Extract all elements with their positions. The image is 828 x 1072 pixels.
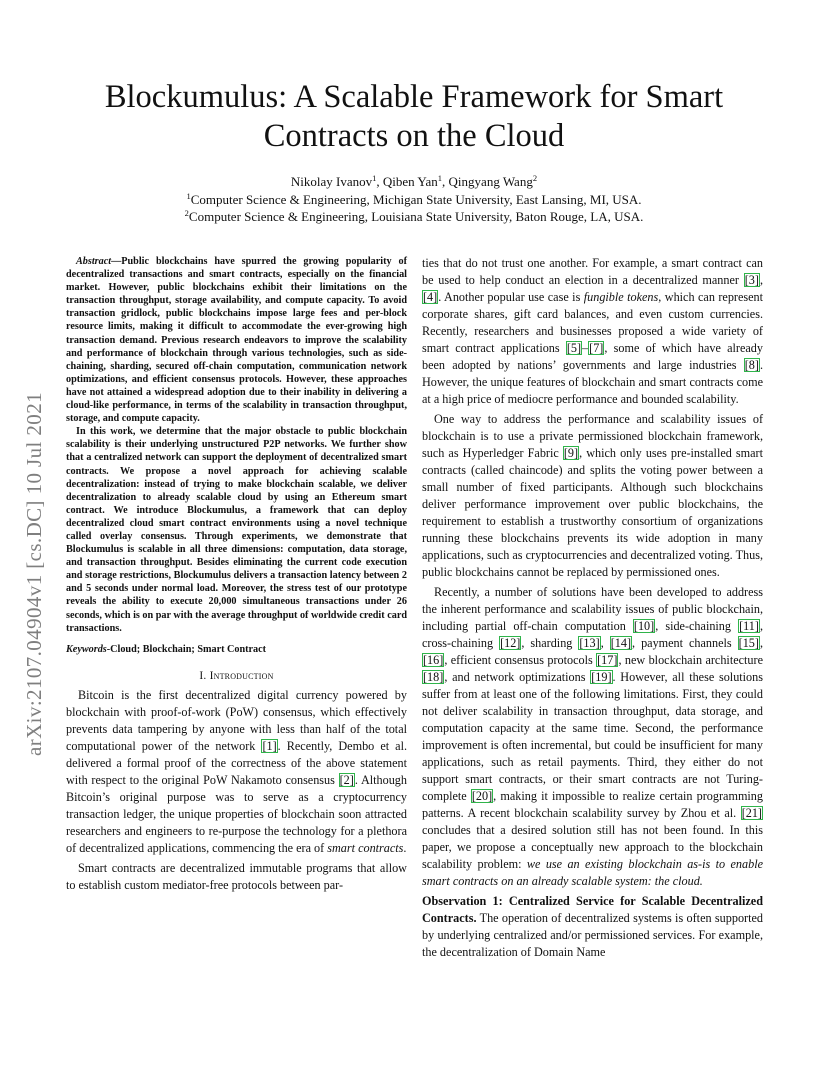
- keywords: [66, 643, 407, 656]
- body-paragraph: [422, 411, 763, 581]
- affiliation-text: Computer Science & Engineering, Louisiana State University, Baton Rouge, LA, USA.: [188, 209, 644, 225]
- abstract: [66, 255, 407, 635]
- citation-link[interactable]: [3]: [744, 273, 759, 287]
- section-number: I.: [199, 669, 207, 682]
- text-run: , which can represent corporate shares, gift card balances, and even custom currencies. Recently, researchers and businesses proposed a wide variety of smart contract applications: [422, 290, 764, 355]
- observation-heading: Observation 1: Centralized Service for Scalable Decentralized Contracts.: [422, 894, 763, 925]
- text-run: . Another popular use case is: [438, 290, 584, 304]
- citation-link[interactable]: [9]: [563, 446, 579, 460]
- text-run: ties that do not trust one another. For example, a smart contract can be used to help conduct an election in a decentralized manner: [422, 256, 763, 287]
- affiliation-mark: 2: [532, 173, 538, 183]
- citation-link[interactable]: [7]: [589, 341, 604, 355]
- text-run: , which only uses pre-installed smart contracts (called chaincode) and splits the voting power between a small number of fixed participants. Although such blockchains deliver performance improvement over public blockchains, the requirement to establish a trustworthy consortium of organizations running these blockchains prevents its wide adoption in many applications, such as cryptocurrencies and decentralized voting. Thus, public blockchains cannot be replaced by permissioned ones.: [422, 446, 763, 579]
- text-run: , making it impossible to realize certain programming patterns. A recent blockchain scalability survey by Zhou et al.: [422, 789, 763, 820]
- author-name: Qingyang Wang: [448, 174, 533, 189]
- text-run: –: [582, 341, 589, 355]
- text-run: . However, the unique features of blockchain and smart contracts come at a high price of mediocre performance and bounded scalability.: [422, 358, 763, 406]
- author-block: [70, 173, 758, 226]
- affiliation-mark: 2: [184, 208, 189, 219]
- right-column: [422, 255, 763, 961]
- text-run: , side-chaining: [655, 619, 739, 633]
- citation-link[interactable]: [11]: [739, 619, 759, 633]
- citation-link[interactable]: [1]: [262, 738, 277, 753]
- body-paragraph: [422, 255, 763, 408]
- body-paragraph: [66, 860, 407, 894]
- text-run: .: [403, 840, 407, 855]
- abstract-text: Public blockchains have spurred the growing popularity of decentralized transactions and smart contracts, especially on the financial market. However, public blockchains exhibit their limitations on the transaction throughput, storage availability, and compute capacity. To avoid transaction gridlock, public blockchains impose large fees and per-block resource limits, making it difficult to accommodate the ever-growing high transaction demand. Previous research endeavors to improve the scalability and performance of blockchain through various technologies, such as side-chaining, sharding, secured off-chain computation, communication network optimizations, and efficient consensus protocols. However, these approaches have not attained a widespread adoption due to their inability in delivering a cloud-like performance, in terms of the scalability in transaction throughput, storage, and compute capacity.: [66, 256, 407, 425]
- emphasis-text: fungible tokens: [583, 290, 659, 304]
- text-run: concludes that a desired solution still has not been found. In this paper, we propose a conceptually new approach to the blockchain scalability problem:: [422, 823, 763, 871]
- body-text-left: [66, 687, 407, 894]
- arxiv-identifier: arXiv:2107.04904v1 [cs.DC] 10 Jul 2021: [22, 391, 46, 756]
- left-column: [66, 255, 407, 894]
- text-run: , payment channels: [632, 636, 738, 650]
- citation-link[interactable]: [17]: [597, 653, 618, 667]
- text-run: , cross-chaining: [422, 619, 763, 650]
- text-run: One way to address the performance and scalability issues of blockchain is to use a private permissioned blockchain framework, such as Hyperledger Fabric: [422, 412, 763, 460]
- keywords-text: -Cloud; Blockchain; Smart Contract: [106, 643, 267, 655]
- citation-link[interactable]: [20]: [471, 789, 493, 803]
- citation-link[interactable]: [10]: [633, 619, 655, 633]
- text-run: , some of which have already been adopted by nations’ governments and large industries: [422, 341, 763, 372]
- body-paragraph: [66, 687, 407, 857]
- affiliation-mark: 1: [437, 173, 443, 183]
- abstract-paragraph: [66, 255, 407, 425]
- text-run: Recently, a number of solutions have been developed to address the inherent performance and scalability issues of public blockchain, including partial off-chain computation: [422, 585, 763, 633]
- section-title: Introduction: [209, 669, 274, 682]
- text-run: The operation of decentralized systems is often supported by underlying centralized and/or permissioned services. For example, the decentralization of Domain Name: [422, 911, 763, 959]
- abstract-label: Abstract: [76, 256, 112, 267]
- emphasis-text: smart contracts: [327, 840, 404, 855]
- text-run: ,: [600, 636, 610, 650]
- text-run: Smart contracts are decentralized immutable programs that allow to establish custom mediator-free protocols between par-: [66, 860, 407, 892]
- text-run: , and network optimizations: [444, 670, 591, 684]
- citation-link[interactable]: [8]: [744, 358, 759, 372]
- text-run: , new blockchain architecture: [618, 653, 763, 667]
- citation-link[interactable]: [15]: [738, 636, 759, 650]
- author-name: Qiben Yan: [382, 174, 438, 189]
- text-run: . However, all these solutions suffer from at least one of the following limitations. First, they could not deliver scalability in transaction throughput, data storage, and computation capacity at the same time. Second, the performance improvement is often incremental, but could be insufficient for many applications, such as retail payments. Third, they either do not support smart contracts, or their smart contracts are not Turing-complete: [422, 670, 763, 803]
- citation-link[interactable]: [21]: [741, 806, 762, 820]
- affiliation-mark: 1: [372, 173, 377, 183]
- author-names: Nikolay Ivanov$^1$, Qiben Yan$^1$, Qingyang Wang$^2$: [290, 173, 538, 189]
- body-paragraph: [422, 584, 763, 890]
- text-run: , efficient consensus protocols: [444, 653, 597, 667]
- citation-link[interactable]: [19]: [591, 670, 612, 684]
- text-run: . Although Bitcoin’s original purpose was to serve as a cryptocurrency transaction ledger, the unique properties of blockchain soon attracted researchers and engineers to re-purpose the technology for a plethora of decentralized applications, commencing the era of: [66, 772, 407, 855]
- body-text-right: [422, 255, 763, 961]
- citation-link[interactable]: [13]: [579, 636, 600, 650]
- affiliation-text: Computer Science & Engineering, Michigan State University, East Lansing, MI, USA.: [190, 191, 642, 207]
- text-run: ,: [759, 636, 763, 650]
- affiliation-mark: 1: [186, 190, 191, 201]
- author-name: Nikolay Ivanov: [290, 174, 373, 189]
- citation-link[interactable]: [2]: [339, 772, 354, 787]
- citation-link[interactable]: [18]: [423, 670, 444, 684]
- keywords-label: Keywords: [66, 643, 107, 655]
- citation-link[interactable]: [12]: [500, 636, 521, 650]
- affiliation-line: [70, 208, 758, 226]
- text-run: ,: [759, 273, 763, 287]
- paper-title: Blockumulus: A Scalable Framework for Smart Contracts on the Cloud: [104, 79, 724, 154]
- text-run: Bitcoin is the first decentralized digital currency powered by blockchain with proof-of-work (PoW) consensus, which effectively prevents data tampering by anyone with less than half of the total computational power of the network: [66, 687, 407, 753]
- body-paragraph: [422, 893, 763, 961]
- affiliation-line: [70, 191, 758, 209]
- abstract-dash: —: [111, 256, 122, 267]
- citation-link[interactable]: [14]: [610, 636, 632, 650]
- text-run: . Recently, Dembo et al. delivered a formal proof of the correctness of the above statement with respect to the original PoW Nakamoto consensus: [66, 738, 408, 787]
- citation-link[interactable]: [4]: [423, 290, 438, 304]
- abstract-text: In this work, we determine that the major obstacle to public blockchain scalability is their underlying unstructured P2P networks. We further show that a centralized network can support the deployment of decentralized smart contracts. We propose a novel approach for achieving scalable decentralization: instead of trying to make blockchain scalable, we deliver decentralization to already scalable cloud by using an Ethereum smart contract. We introduce Blockumulus, a framework that can deploy decentralized cloud smart contract environments using a novel technique called overlay consensus. Through experiments, we demonstrate that Blockumulus is scalable in all three dimensions: computation, data storage, and transaction throughput. Besides eliminating the current code execution and storage restrictions, Blockumulus delivers a transaction latency between 2 and 5 seconds under normal load. Moreover, the stress test of our prototype reveals the ability to execute 20,000 simultaneous transactions under 26 seconds, which is on par with the average throughput of worldwide credit card transactions.: [66, 426, 408, 634]
- emphasis-text: we use an existing blockchain as-is to enable smart contracts on an already scalable system: the cloud.: [422, 857, 763, 888]
- citation-link[interactable]: [5]: [566, 341, 582, 355]
- section-heading-introduction: [66, 670, 407, 682]
- text-run: , sharding: [521, 636, 579, 650]
- citation-link[interactable]: [16]: [423, 653, 444, 667]
- abstract-paragraph: [66, 425, 407, 635]
